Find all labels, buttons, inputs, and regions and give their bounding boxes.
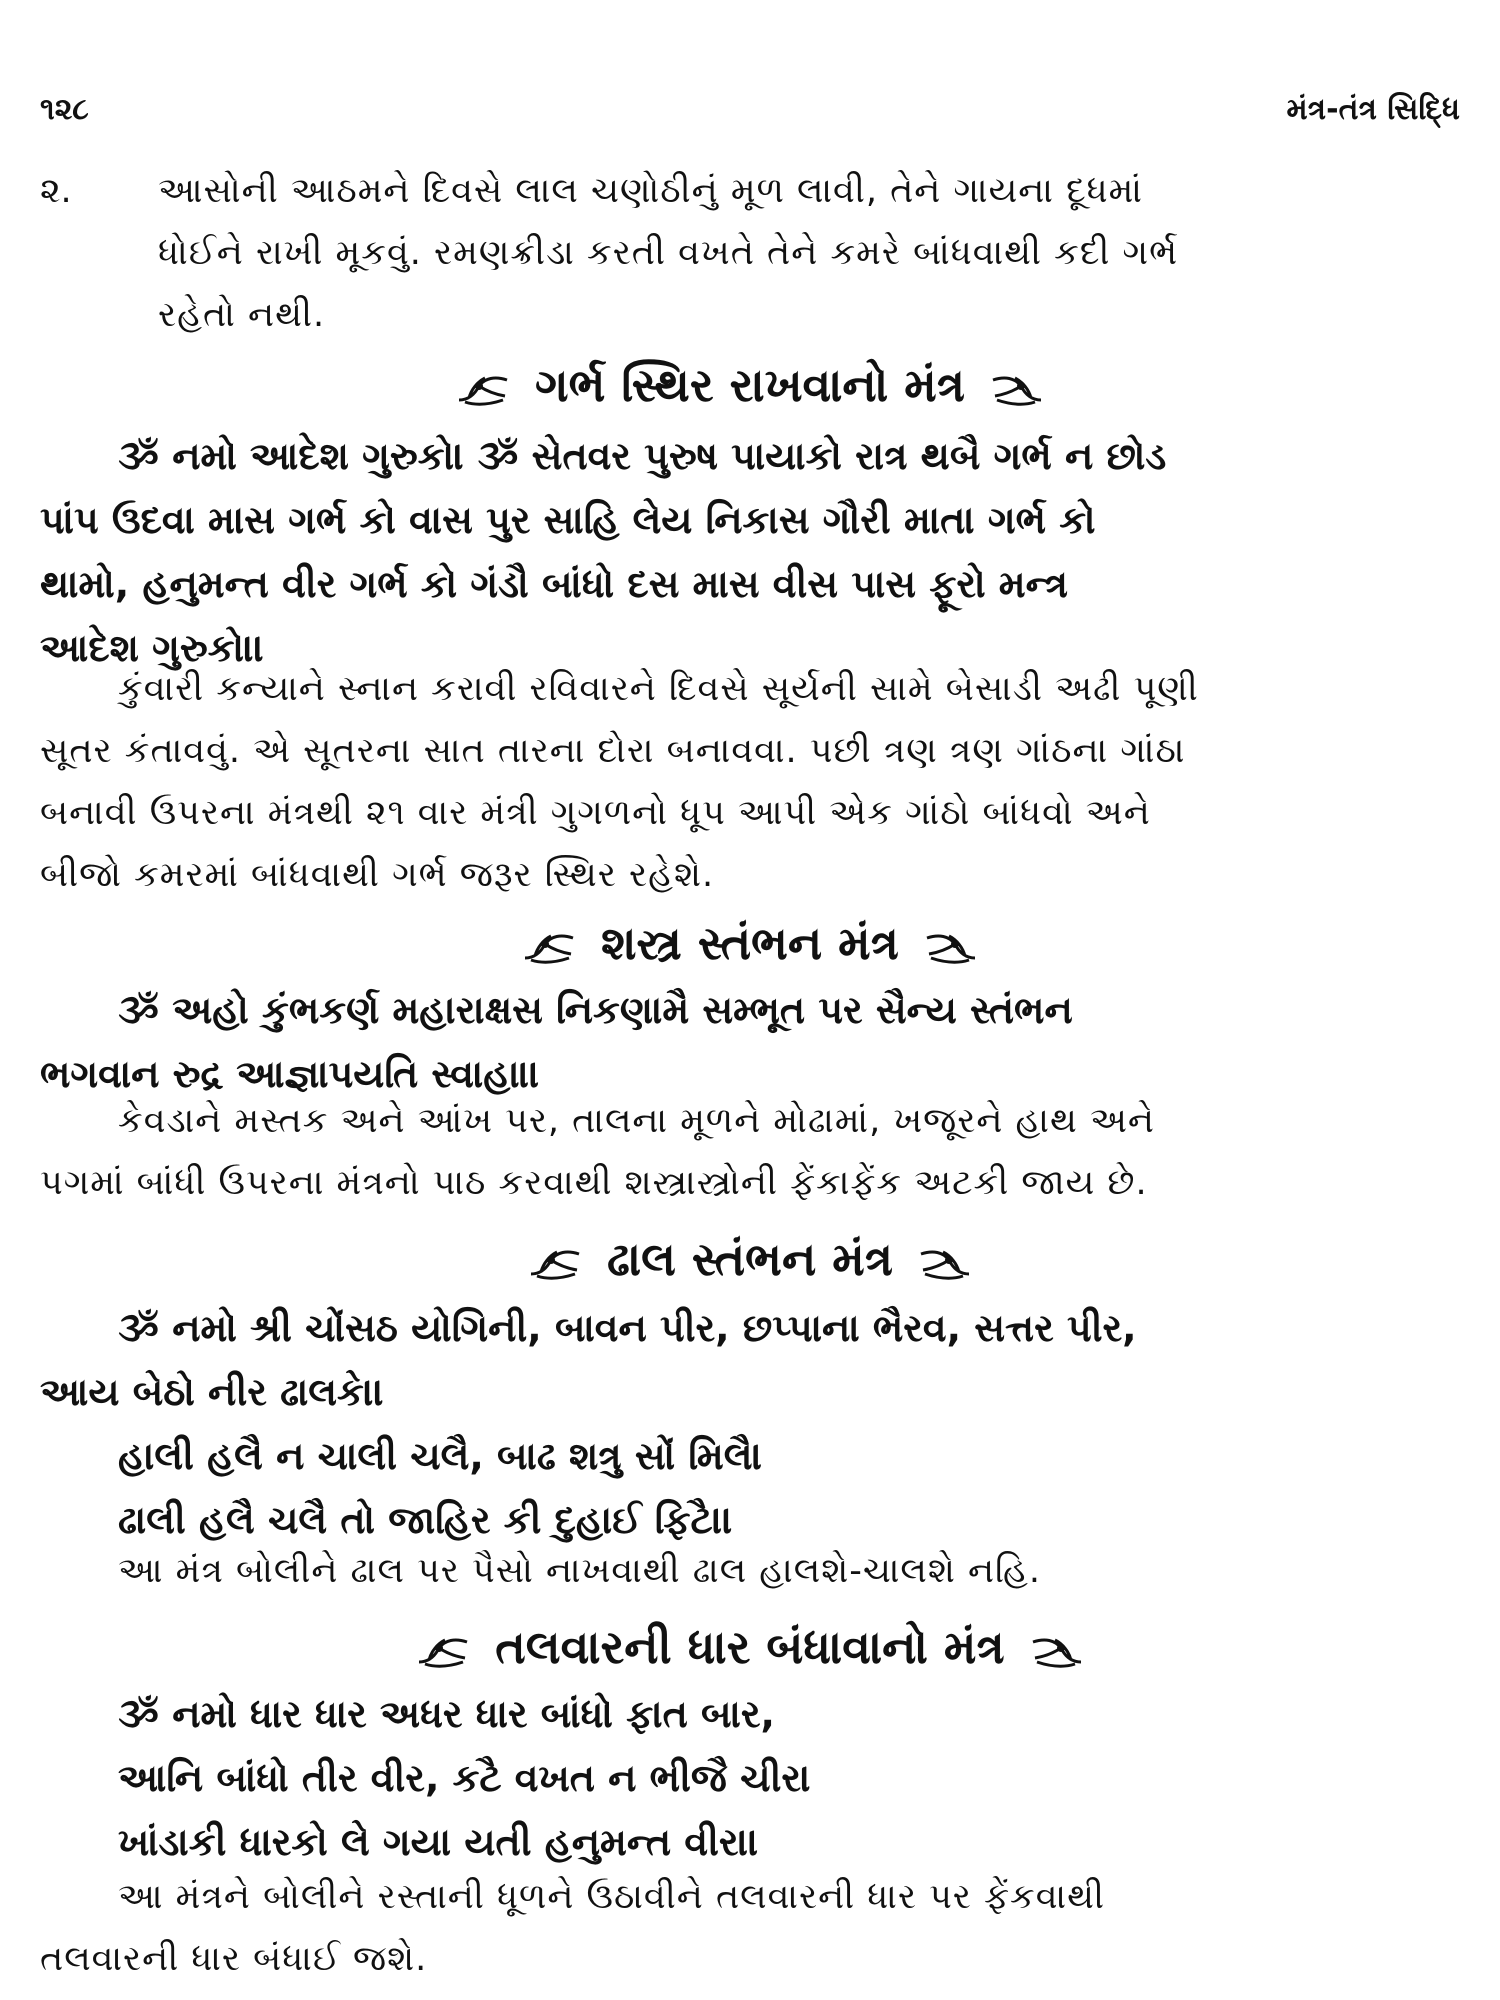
paragraph-line: સૂતર કંતાવવું. એ સૂતરના સાત તારના દોરા બનાવવા. પછી ત્રણ ત્રણ ગાંઠના ગાંઠા bbox=[40, 731, 1186, 771]
section-title: ગર્ભ સ્થિર રાખવાનો મંત્ર bbox=[535, 358, 965, 412]
floral-ornament-icon bbox=[455, 370, 513, 408]
mantra-line: ૐ નમો ધાર ધાર અધર ધાર બાંધો ફાત બાર, bbox=[118, 1692, 775, 1736]
mantra-line: ભગવાન રુદ્ર આજ્ઞાપયતિ સ્વાહા।। bbox=[40, 1052, 540, 1096]
paragraph-line: બનાવી ઉપરના મંત્રથી ૨૧ વાર મંત્રી ગુગળનો ધૂપ આપી એક ગાંઠો બાંધવો અને bbox=[40, 793, 1151, 833]
paragraph-line: તલવારની ધાર બંધાઈ જશે. bbox=[40, 1939, 428, 1979]
section-title: શસ્ત્ર સ્તંભન મંત્ર bbox=[601, 916, 899, 970]
page-number: ૧૨૮ bbox=[40, 92, 89, 127]
floral-ornament-icon bbox=[1027, 1632, 1085, 1670]
section-heading bbox=[0, 908, 1500, 978]
floral-ornament-icon bbox=[987, 370, 1045, 408]
mantra-line: ૐ નમો આદેશ ગુરુકો। ૐ સેતવર પુરુષ પાયાકો રાત્ર થબૈ ગર્ભ ન છોડ bbox=[118, 434, 1167, 478]
mantra-line: હાલી હલૈ ન ચાલી ચલૈ, બાઢ શત્રુ સોં મિલૈ। bbox=[118, 1434, 763, 1478]
paragraph-line: ધોઈને રાખી મૂકવું. રમણક્રીડા કરતી વખતે તેને કમરે બાંધવાથી કદી ગર્ભ bbox=[158, 233, 1179, 273]
section-title: તલવારની ધાર બંધાવાનો મંત્ર bbox=[495, 1620, 1005, 1674]
mantra-line: ૐ નમો શ્રી ચોંસઠ યોગિની, બાવન પીર, છપ્પાના ભૈરવ, સત્તર પીર, bbox=[118, 1306, 1137, 1350]
paragraph-line: આ મંત્રને બોલીને રસ્તાની ધૂળને ઉઠાવીને તલવારની ધાર પર ફેંકવાથી bbox=[118, 1877, 1105, 1917]
mantra-line: થામો, હનુમન્ત વીર ગર્ભ કો ગંડૌ બાંધો દસ માસ વીસ પાસ ફૂરો મન્ત્ર bbox=[40, 562, 1069, 606]
section-heading bbox=[0, 1612, 1500, 1682]
section-heading bbox=[0, 1224, 1500, 1294]
paragraph-line: આસોની આઠમને દિવસે લાલ ચણોઠીનું મૂળ લાવી, તેને ગાયના દૂધમાં bbox=[158, 171, 1143, 211]
floral-ornament-icon bbox=[915, 1244, 973, 1282]
mantra-line: આદેશ ગુરુકો।। bbox=[40, 626, 265, 670]
paragraph-line: પગમાં બાંધી ઉપરના મંત્રનો પાઠ કરવાથી શસ્ત્રાસ્ત્રોની ફેંકાફેંક અટકી જાય છે. bbox=[40, 1163, 1148, 1203]
section-title: ઢાલ સ્તંભન મંત્ર bbox=[606, 1232, 894, 1286]
paragraph-line: કુંવારી કન્યાને સ્નાન કરાવી રવિવારને દિવસે સૂર્યની સામે બેસાડી અઢી પૂણી bbox=[118, 669, 1199, 709]
mantra-line: ૐ અહો કુંભકર્ણ મહારાક્ષસ નિકણામૈ સમ્ભૂત પર સૈન્ય સ્તંભન bbox=[118, 988, 1073, 1032]
paragraph-line: રહેતો નથી. bbox=[158, 295, 326, 335]
paragraph-line: બીજો કમરમાં બાંધવાથી ગર્ભ જરૂર સ્થિર રહેશે. bbox=[40, 855, 715, 895]
paragraph-line: આ મંત્ર બોલીને ઢાલ પર પૈસો નાખવાથી ઢાલ હાલશે-ચાલશે નહિ. bbox=[118, 1551, 1041, 1591]
floral-ornament-icon bbox=[521, 928, 579, 966]
running-header bbox=[40, 92, 1460, 136]
floral-ornament-icon bbox=[921, 928, 979, 966]
mantra-line: આનિ બાંધો તીર વીર, કટૈ વખત ન ભીજૈ ચીર। bbox=[118, 1756, 812, 1800]
mantra-line: ઢાલી હલૈ ચલૈ તો જાહિર કી દુહાઈ ફિટૈ।। bbox=[118, 1498, 733, 1542]
list-item-number: ૨. bbox=[40, 171, 72, 211]
mantra-line: આય બેઠો નીર ઢાલકે।। bbox=[40, 1370, 385, 1414]
mantra-line: ખાંડાકી ધારકો લે ગયા યતી હનુમન્ત વીર।। bbox=[118, 1820, 759, 1864]
running-title: મંત્ર-તંત્ર સિદ્ધિ bbox=[1286, 92, 1460, 127]
floral-ornament-icon bbox=[527, 1244, 585, 1282]
floral-ornament-icon bbox=[415, 1632, 473, 1670]
mantra-line: પાંપ ઉદવા માસ ગર્ભ કો વાસ પુર સાહિ લેય નિકાસ ગૌરી માતા ગર્ભ કો bbox=[40, 498, 1096, 542]
section-heading bbox=[0, 350, 1500, 420]
paragraph-line: કેવડાને મસ્તક અને આંખ પર, તાલના મૂળને મોઢામાં, ખજૂરને હાથ અને bbox=[118, 1101, 1155, 1141]
